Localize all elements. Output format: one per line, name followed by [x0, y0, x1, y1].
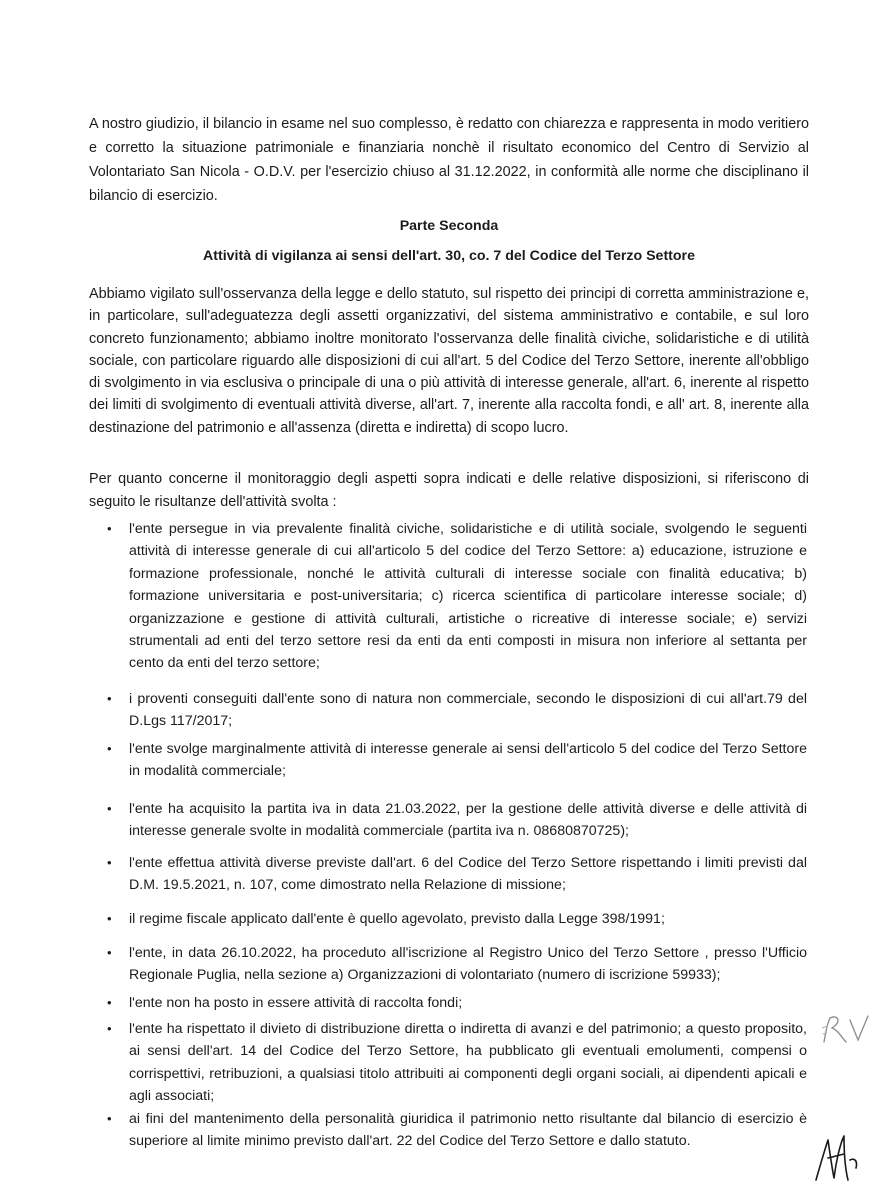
- intro-paragraph: A nostro giudizio, il bilancio in esame nel suo complesso, è redatto con chiarezza e rappresenta in modo veritiero e corretto la situazione patrimoniale e finanziaria nonchè il risultato economico del Centro di Servizio al Volontariato San Nicola - O.D.V. per l'esercizio chiuso al 31.12.2022, in conformità alle norme che disciplinano il bilancio di esercizio.: [89, 116, 809, 204]
- list-item: • l'ente, in data 26.10.2022, ha proceduto all'iscrizione al Registro Unico del Terzo Settore , presso l'Ufficio Regionale Puglia, nella sezione a) Organizzazioni di volontariato (numero di iscrizione 59933);: [107, 942, 807, 987]
- list-item: • l'ente persegue in via prevalente finalità civiche, solidaristiche e di utilità sociale, svolgendo le seguenti attività di interesse generale di cui all'articolo 5 del codice del Terzo Settore: a) educazione, istruzione e formazione professionale, nonché le attività culturali di interesse sociale con finalità educativa; b) formazione universitaria e post-universitaria; c) ricerca scientifica di particolare interesse sociale; d) organizzazione e gestione di attività culturali, artistiche o ricreative di interesse sociale; e) servizi strumentali ad enti del terzo settore resi da enti da enti composti in misura non inferiore al settanta per cento da enti del terzo settore;: [107, 518, 807, 675]
- handwritten-signature-bottom: [810, 1130, 866, 1185]
- list-item: • l'ente ha acquisito la partita iva in data 21.03.2022, per la gestione delle attività diverse e delle attività di interesse generale svolte in modalità commerciale (partita iva n. 08680870725);: [107, 798, 807, 843]
- list-item: • i proventi conseguiti dall'ente sono di natura non commerciale, secondo le disposizioni di cui all'art.79 del D.Lgs 117/2017;: [107, 688, 807, 733]
- list-item: • l'ente svolge marginalmente attività di interesse generale ai sensi dell'articolo 5 del codice del Terzo Settore in modalità commerciale;: [107, 738, 807, 783]
- monitoraggio-paragraph: Per quanto concerne il monitoraggio degli aspetti sopra indicati e delle relative disposizioni, si riferiscono di seguito le risultanze dell'attività svolta :: [89, 471, 809, 510]
- list-item: • l'ente ha rispettato il divieto di distribuzione diretta o indiretta di avanzi e del patrimonio; a questo proposito, ai sensi dell'art. 14 del Codice del Terzo Settore, ha pubblicato gli eventuali emolumenti, compensi o corrispettivi, retribuzioni, a qualsiasi titolo attribuiti ai componenti degli organi sociali, ai dipendenti apicali e agli associati;: [107, 1018, 807, 1108]
- list-item: • il regime fiscale applicato dall'ente è quello agevolato, previsto dalla Legge 398/1991;: [107, 908, 807, 930]
- vigilanza-paragraph: Abbiamo vigilato sull'osservanza della legge e dello statuto, sul rispetto dei principi di corretta amministrazione e, in particolare, sull'adeguatezza degli assetti organizzativi, del sistema amministrativo e contabile, e sul loro concreto funzionamento; abbiamo inoltre monitorato l'osservanza delle finalità civiche, solidaristiche e di utilità sociale, con particolare riguardo alle disposizioni di cui all'art. 5 del Codice del Terzo Settore, inerente all'obbligo di svolgimento in via esclusiva o principale di una o più attività di interesse generale, all'art. 6, inerente al rispetto dei limiti di svolgimento di eventuali attività diverse, all'art. 7, inerente alla raccolta fondi, e all' art. 8, inerente alla destinazione del patrimonio e all'assenza (diretta e indiretta) di scopo lucro.: [89, 286, 809, 436]
- section-subtitle: Attività di vigilanza ai sensi dell'art. 30, co. 7 del Codice del Terzo Settore: [203, 248, 695, 264]
- handwritten-initials-top: [820, 1008, 876, 1052]
- list-item: • l'ente non ha posto in essere attività di raccolta fondi;: [107, 992, 807, 1014]
- list-item: • ai fini del mantenimento della personalità giuridica il patrimonio netto risultante dal bilancio di esercizio è superiore al limite minimo previsto dall'art. 22 del Codice del Terzo Settore e dallo statuto.: [107, 1108, 807, 1153]
- section-title: Parte Seconda: [399, 218, 499, 234]
- list-item: • l'ente effettua attività diverse previste dall'art. 6 del Codice del Terzo Settore rispettando i limiti previsti dal D.M. 19.5.2021, n. 107, come dimostrato nella Relazione di missione;: [107, 852, 807, 897]
